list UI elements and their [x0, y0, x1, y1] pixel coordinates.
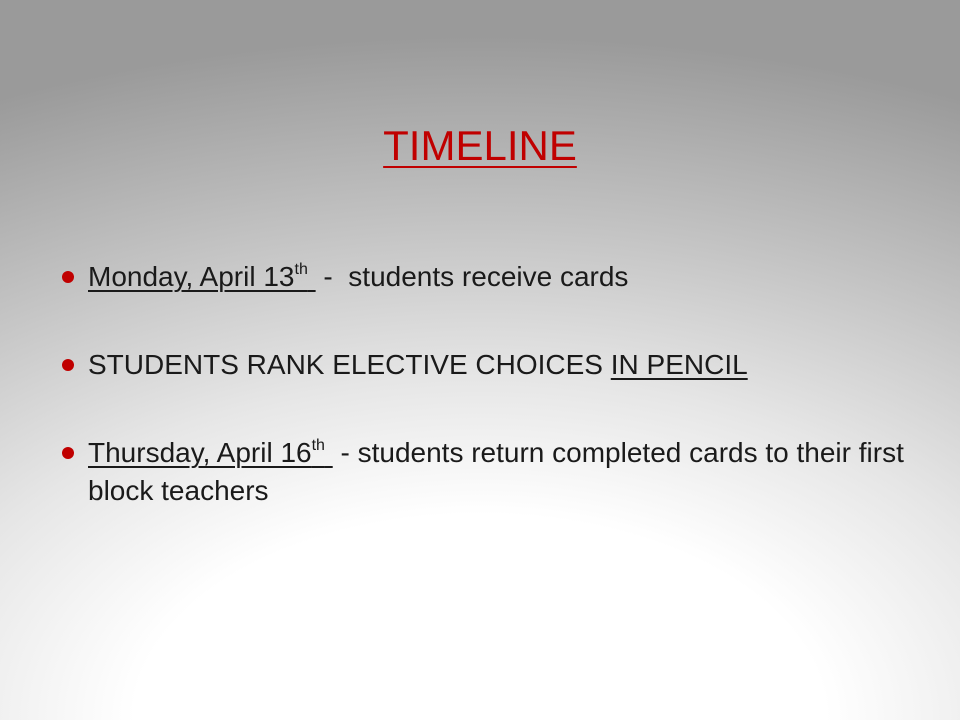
bullet-dot-icon — [62, 447, 74, 459]
bullet-item-1 — [62, 258, 922, 296]
bullet-text: STUDENTS RANK ELECTIVE CHOICES — [88, 349, 611, 380]
bullet-dot-icon — [62, 359, 74, 371]
ordinal-suffix: th — [311, 437, 325, 454]
bullet-item-2 — [62, 346, 922, 384]
bullet-list — [62, 258, 922, 510]
date-underlined: Thursday, April 16th — [88, 437, 325, 468]
bullet-text: - students return completed cards to their first block teachers — [88, 437, 904, 506]
date-underlined: Monday, April 13th — [88, 261, 308, 292]
emphasis-underlined: IN PENCIL — [610, 349, 748, 380]
bullet-item-3 — [62, 434, 922, 510]
bullet-dot-icon — [62, 271, 74, 283]
ordinal-suffix: th — [294, 261, 308, 278]
bullet-text: - students receive cards — [323, 261, 629, 292]
slide-title: TIMELINE — [383, 122, 577, 169]
